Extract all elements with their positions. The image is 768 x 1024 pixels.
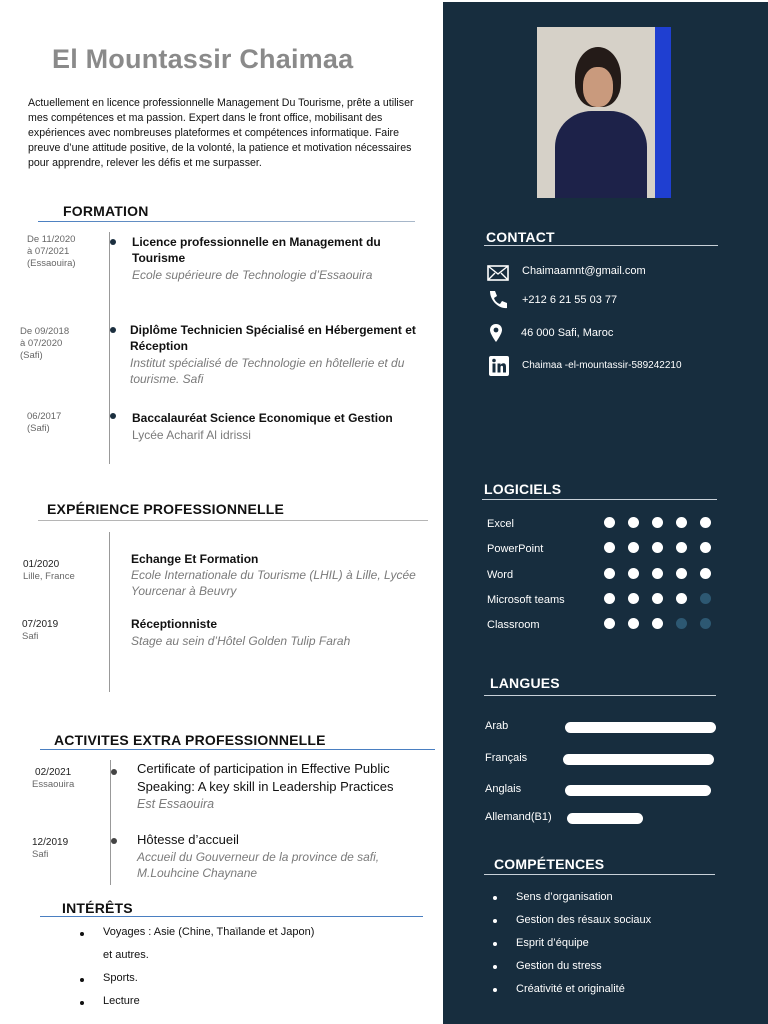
section-title-activities: ACTIVITES EXTRA PROFESSIONNELLE (54, 732, 326, 748)
rating-dot (676, 517, 687, 528)
software-name: Classroom (487, 619, 540, 632)
activity-date-1: 02/2021 Essaouira (32, 767, 75, 790)
rating-dot (628, 517, 639, 528)
rating-dot (652, 593, 663, 604)
section-title-software: LOGICIELS (484, 481, 562, 497)
section-divider (40, 749, 435, 750)
software-rating (604, 593, 711, 604)
skill-item: Sens d’organisation (516, 891, 613, 903)
section-title-formation: FORMATION (63, 203, 149, 219)
bullet-dot (80, 932, 84, 936)
timeline-line (109, 532, 110, 692)
phone-icon (487, 289, 509, 311)
skill-item: Créativité et originalité (516, 983, 625, 995)
profile-photo (537, 27, 671, 198)
language-level-bar (563, 754, 714, 765)
interest-item: Voyages : Asie (Chine, Thaïlande et Japon) (103, 926, 315, 938)
rating-dot (652, 542, 663, 553)
rating-dot (604, 517, 615, 528)
section-divider (484, 874, 715, 875)
experience-sub-2: Stage au sein d’Hôtel Golden Tulip Farah (131, 634, 351, 648)
section-divider (484, 245, 718, 246)
software-rating (604, 568, 711, 579)
formation-date-2: De 09/2018 à 07/2020 (Safi) (20, 326, 70, 361)
section-title-experience: EXPÉRIENCE PROFESSIONNELLE (47, 501, 285, 517)
rating-dot (700, 593, 711, 604)
section-divider (484, 695, 716, 696)
rating-dot (700, 618, 711, 629)
profile-summary: Actuellement en licence professionnelle Management Du Tourisme, prête a utiliser mes compétences et ma passion. Expert dans le front office, mobilisant des expériences avec nombreuses plateformes et compétences informatique. Faire preuve d’une attitude positive, de la volonté, la patience et motivation nécessaires pour apprendre, relever les défis et me surpasser. (28, 97, 414, 169)
language-level-bar (565, 722, 716, 733)
language-level-bar (565, 785, 711, 796)
rating-dot (628, 542, 639, 553)
activity-title-1: Certificate of participation in Effective Public Speaking: A key skill in Leadership Practices (137, 761, 394, 794)
experience-date-2: 07/2019 Safi (22, 619, 59, 642)
formation-school-1: Ecole supérieure de Technologie d’Essaouira (132, 268, 373, 282)
rating-dot (676, 618, 687, 629)
rating-dot (628, 568, 639, 579)
rating-dot (604, 568, 615, 579)
section-title-contact: CONTACT (486, 229, 555, 245)
rating-dot (700, 568, 711, 579)
rating-dot (628, 593, 639, 604)
formation-date-1: De 11/2020 à 07/2021 (Essaouira) (27, 234, 76, 269)
formation-school-3: Lycée Acharif Al idrissi (132, 428, 251, 442)
bullet-dot (493, 919, 497, 923)
bullet-dot (80, 978, 84, 982)
timeline-dot (110, 413, 116, 419)
language-name: Français (485, 752, 528, 764)
rating-dot (676, 568, 687, 579)
bullet-dot (493, 942, 497, 946)
language-name: Arab (485, 720, 509, 732)
rating-dot (652, 568, 663, 579)
envelope-icon (487, 262, 509, 284)
linkedin-icon[interactable] (488, 355, 510, 377)
interest-item: et autres. (103, 949, 149, 961)
section-divider (38, 221, 415, 222)
formation-title-2: Diplôme Technicien Spécialisé en Hébergement et Réception (130, 323, 416, 353)
section-title-languages: LANGUES (490, 675, 560, 691)
experience-sub-1: Ecole Internationale du Tourisme (LHIL) à Lille, Lycée Yourcenar à Beuvry (131, 568, 416, 598)
timeline-line (110, 760, 111, 885)
formation-title-3: Baccalauréat Science Economique et Gestion (132, 411, 393, 425)
section-divider (40, 916, 423, 917)
timeline-dot (111, 838, 117, 844)
formation-date-3: 06/2017 (Safi) (27, 411, 62, 434)
bullet-dot (493, 965, 497, 969)
activity-sub-1: Est Essaouira (137, 797, 215, 811)
interest-item: Lecture (103, 995, 140, 1007)
bullet-dot (493, 896, 497, 900)
timeline-line (109, 232, 110, 464)
language-level-bar (567, 813, 643, 824)
experience-date-1: 01/2020 Lille, France (23, 559, 75, 582)
rating-dot (604, 593, 615, 604)
section-title-interests: INTÉRÊTS (62, 900, 133, 916)
experience-title-1: Echange Et Formation (131, 552, 259, 566)
rating-dot (676, 593, 687, 604)
software-rating (604, 618, 711, 629)
timeline-dot (110, 239, 116, 245)
activity-sub-2: Accueil du Gouverneur de la province de safi, M.Louhcine Chaynane (137, 850, 380, 880)
rating-dot (652, 517, 663, 528)
language-name: Allemand(B1) (485, 811, 552, 823)
contact-email[interactable]: Chaimaamnt@gmail.com (522, 265, 646, 277)
rating-dot (700, 517, 711, 528)
experience-title-2: Réceptionniste (131, 617, 218, 631)
contact-address: 46 000 Safi, Maroc (521, 327, 614, 339)
rating-dot (604, 618, 615, 629)
bullet-dot (493, 988, 497, 992)
activity-date-2: 12/2019 Safi (32, 837, 69, 860)
section-title-skills: COMPÉTENCES (494, 856, 605, 872)
software-rating (604, 542, 711, 553)
rating-dot (700, 542, 711, 553)
timeline-dot (110, 327, 116, 333)
skill-item: Esprit d’équipe (516, 937, 589, 949)
skill-item: Gestion du stress (516, 960, 602, 972)
rating-dot (676, 542, 687, 553)
software-name: Word (487, 568, 514, 581)
contact-linkedin[interactable]: Chaimaa -el-mountassir-589242210 (522, 360, 682, 371)
location-pin-icon (485, 322, 507, 344)
rating-dot (652, 618, 663, 629)
software-rating (604, 517, 711, 528)
timeline-dot (111, 769, 117, 775)
section-divider (38, 520, 428, 521)
section-divider (482, 499, 717, 500)
skill-item: Gestion des résaux sociaux (516, 914, 652, 926)
rating-dot (628, 618, 639, 629)
candidate-name: El Mountassir Chaimaa (52, 44, 354, 74)
software-name: PowerPoint (487, 543, 544, 556)
formation-school-2: Institut spécialisé de Technologie en hôtellerie et du tourisme. Safi (130, 356, 405, 386)
interest-item: Sports. (103, 972, 138, 984)
activity-title-2: Hôtesse d’accueil (137, 832, 239, 847)
formation-title-1: Licence professionnelle en Management du Tourisme (132, 235, 381, 265)
software-name: Excel (487, 518, 514, 530)
software-name: Microsoft teams (487, 593, 565, 606)
language-name: Anglais (485, 783, 522, 795)
rating-dot (604, 542, 615, 553)
bullet-dot (80, 1001, 84, 1005)
contact-phone[interactable]: +212 6 21 55 03 77 (522, 294, 618, 306)
